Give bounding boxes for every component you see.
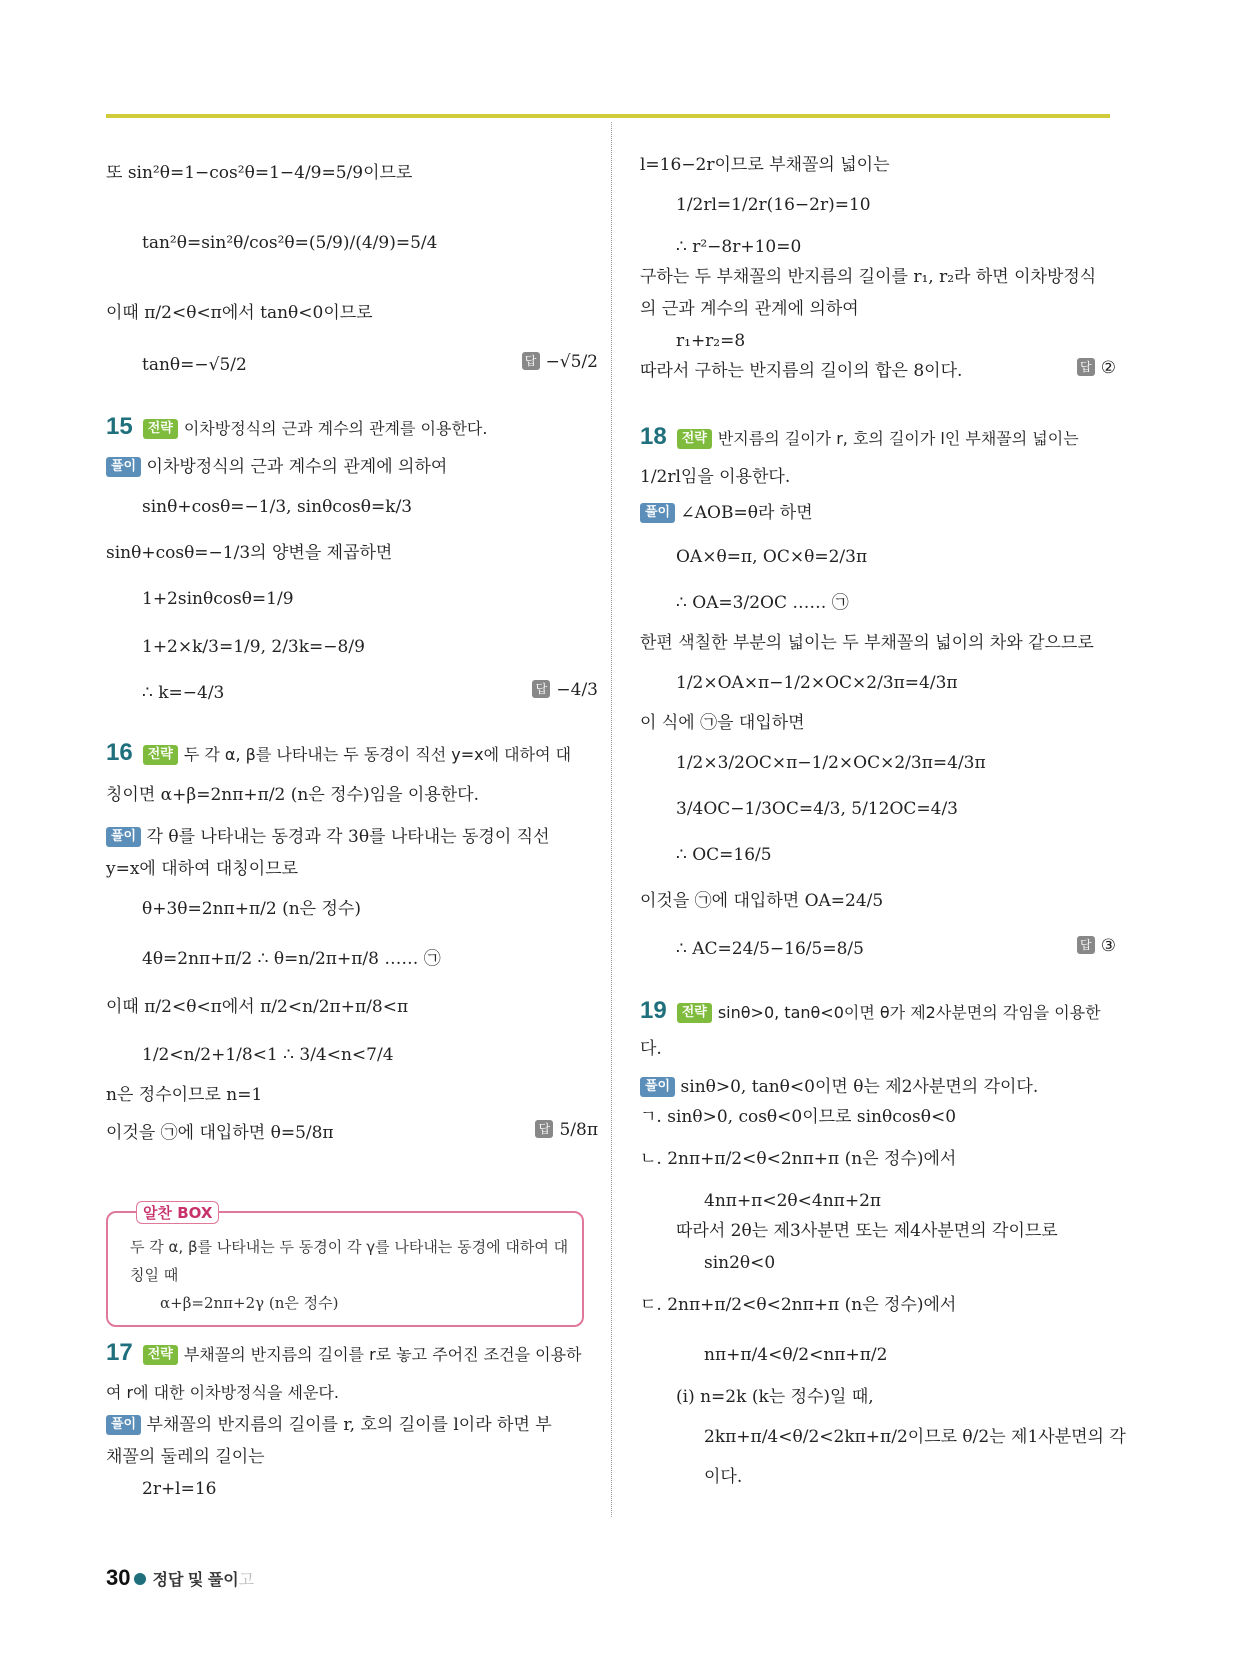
problem-header — [106, 414, 487, 442]
line-text: 다. — [640, 1039, 662, 1059]
text-line — [640, 1074, 1038, 1100]
line-text: 이 식에 ㉠을 대입하면 — [640, 713, 805, 733]
line-text: 1/2×3/2OC×π−1/2×OC×2/3π=4/3π — [676, 753, 986, 773]
line-text: ㄱ. sinθ>0, cosθ<0이므로 sinθcosθ<0 — [640, 1107, 957, 1127]
text-line — [142, 680, 224, 706]
line-text: 구하는 두 부채꼴의 반지름의 길이를 r₁, r₂라 하면 이차방정식 — [640, 267, 1097, 287]
text-line — [640, 264, 1096, 290]
line-text: 이다. — [704, 1467, 743, 1487]
line-text: 이차방정식의 근과 계수의 관계에 의하여 — [146, 457, 448, 477]
text-line — [640, 464, 790, 490]
text-line — [676, 936, 864, 962]
line-text: 1+2×k/3=1/9, 2/3k=−8/9 — [142, 637, 365, 657]
tip-box-formula: α+β=2nπ+2γ (n은 정수) — [160, 1294, 339, 1312]
line-text: 1/2×OA×π−1/2×OC×2/3π=4/3π — [676, 673, 958, 693]
line-text: OA×θ=π, OC×θ=2/3π — [676, 547, 868, 567]
answer — [535, 1120, 598, 1140]
footer-suffix: 고 — [238, 1572, 255, 1589]
text-line — [142, 230, 437, 256]
strategy-text: sinθ>0, tanθ<0이면 θ가 제2사분면의 각임을 이용한 — [717, 1003, 1101, 1022]
text-line — [676, 234, 801, 260]
answer-label-icon: 답 — [535, 1120, 553, 1138]
problem-number: 19 — [640, 997, 667, 1024]
line-text: ∠AOB=θ라 하면 — [680, 503, 813, 523]
line-text: 각 θ를 나타내는 동경과 각 3θ를 나타내는 동경이 직선 — [146, 827, 550, 847]
text-line — [640, 152, 890, 178]
answer-value: 5/8π — [559, 1120, 598, 1140]
text-line — [676, 590, 849, 616]
answer — [522, 352, 598, 372]
line-text: sinθ+cosθ=−1/3의 양변을 제곱하면 — [106, 543, 393, 563]
text-line — [640, 500, 813, 526]
line-text: 의 근과 계수의 관계에 의하여 — [640, 299, 859, 319]
text-line — [106, 856, 298, 882]
bullet-icon — [134, 1573, 146, 1585]
text-line — [704, 1188, 881, 1214]
line-text: 따라서 구하는 반지름의 길이의 합은 8이다. — [640, 361, 963, 381]
strategy-text: 반지름의 길이가 r, 호의 길이가 l인 부채꼴의 넓이는 — [717, 429, 1079, 448]
line-text: 채꼴의 둘레의 길이는 — [106, 1447, 265, 1467]
line-text: 이때 π/2<θ<π에서 π/2<n/2π+π/8<π — [106, 997, 409, 1017]
text-line — [142, 946, 441, 972]
tip-box-line: 두 각 α, β를 나타내는 두 동경이 각 γ를 나타내는 동경에 대하여 대 — [130, 1238, 569, 1256]
line-text: ∴ AC=24/5−16/5=8/5 — [676, 939, 864, 959]
line-text: sin2θ<0 — [704, 1253, 776, 1273]
line-text: 3/4OC−1/3OC=4/3, 5/12OC=4/3 — [676, 799, 958, 819]
text-line — [142, 352, 247, 378]
solution-tag: 풀이 — [106, 1415, 141, 1435]
strategy-tag: 전략 — [677, 1003, 712, 1023]
line-text: 1/2rl=1/2r(16−2r)=10 — [676, 195, 871, 215]
line-text: (ⅰ) n=2k (k는 정수)일 때, — [676, 1387, 874, 1407]
line-text: ∴ r²−8r+10=0 — [676, 237, 802, 257]
text-line — [640, 1292, 956, 1318]
tip-box-body — [130, 1233, 568, 1317]
line-text: 이것을 ㉠에 대입하면 θ=5/8π — [106, 1123, 334, 1143]
line-text: 2r+l=16 — [142, 1479, 217, 1499]
text-line — [676, 192, 871, 218]
text-line — [106, 454, 447, 480]
answer-value: −4/3 — [556, 680, 598, 700]
text-line — [106, 782, 479, 808]
footer-label: 정답 및 풀이 — [152, 1572, 239, 1589]
line-text: ㄴ. 2nπ+π/2<θ<2nπ+π (n은 정수)에서 — [640, 1149, 957, 1169]
answer — [1077, 358, 1116, 378]
text-line — [106, 1082, 262, 1108]
text-line — [704, 1250, 775, 1276]
text-line — [640, 710, 805, 736]
line-text: l=16−2r이므로 부채꼴의 넓이는 — [640, 155, 890, 175]
line-text: tan²θ=sin²θ/cos²θ=(5/9)/(4/9)=5/4 — [142, 233, 438, 253]
text-line — [142, 586, 294, 612]
text-line — [676, 328, 745, 354]
strategy-text: 이차방정식의 근과 계수의 관계를 이용한다. — [183, 419, 488, 438]
line-text: 2kπ+π/4<θ/2<2kπ+π/2이므로 θ/2는 제1사분면의 각 — [704, 1427, 1126, 1447]
answer — [1077, 936, 1116, 956]
text-line — [640, 888, 883, 914]
line-text: 부채꼴의 반지름의 길이를 r, 호의 길이를 l이라 하면 부 — [146, 1415, 552, 1435]
line-text: θ+3θ=2nπ+π/2 (n은 정수) — [142, 899, 361, 919]
text-line — [106, 1120, 334, 1146]
problem-header — [106, 1340, 582, 1368]
text-line — [640, 1104, 956, 1130]
line-text: 4θ=2nπ+π/2 ∴ θ=n/2π+π/8 …… ㉠ — [142, 949, 441, 969]
text-line — [640, 358, 962, 384]
text-line — [142, 1042, 394, 1068]
line-text: nπ+π/4<θ/2<nπ+π/2 — [704, 1345, 888, 1365]
problem-number: 16 — [106, 739, 133, 766]
text-line — [676, 544, 867, 570]
top-accent-bar — [106, 114, 1110, 118]
column-divider — [611, 122, 612, 1517]
text-line — [676, 796, 958, 822]
problem-header — [640, 424, 1079, 452]
text-line — [142, 1476, 217, 1502]
text-line — [106, 300, 373, 326]
line-text: ∴ k=−4/3 — [142, 683, 225, 703]
answer-label-icon: 답 — [522, 352, 540, 370]
text-line — [106, 824, 550, 850]
line-text: 4nπ+π<2θ<4nπ+2π — [704, 1191, 882, 1211]
line-text: 1+2sinθcosθ=1/9 — [142, 589, 294, 609]
text-line — [106, 540, 392, 566]
answer-value: −√5/2 — [545, 352, 598, 372]
answer-label-icon: 답 — [1077, 358, 1095, 376]
line-text: r₁+r₂=8 — [676, 331, 746, 351]
text-line — [640, 630, 1094, 656]
problem-number: 15 — [106, 413, 133, 440]
line-text: 이것을 ㉠에 대입하면 OA=24/5 — [640, 891, 884, 911]
text-line — [704, 1424, 1126, 1450]
problem-header — [106, 740, 571, 768]
text-line — [640, 1146, 956, 1172]
line-text: y=x에 대하여 대칭이므로 — [106, 859, 299, 879]
text-line — [106, 1444, 265, 1470]
text-line — [676, 670, 958, 696]
solution-tag: 풀이 — [106, 827, 141, 847]
strategy-text: 두 각 α, β를 나타내는 두 동경이 직선 y=x에 대하여 대 — [183, 745, 572, 764]
answer-label-icon: 답 — [532, 680, 550, 698]
page-number: 30 — [106, 1565, 131, 1590]
tip-box-line: 칭일 때 — [130, 1266, 179, 1284]
line-text: ㄷ. 2nπ+π/2<θ<2nπ+π (n은 정수)에서 — [640, 1295, 957, 1315]
text-line — [106, 160, 412, 186]
problem-header — [640, 998, 1101, 1026]
solution-tag: 풀이 — [640, 503, 675, 523]
text-line — [106, 1412, 552, 1438]
strategy-text-cont: 여 r에 대한 이차방정식을 세운다. — [106, 1383, 339, 1402]
line-text: sinθ>0, tanθ<0이면 θ는 제2사분면의 각이다. — [680, 1077, 1039, 1097]
text-line — [142, 494, 412, 520]
solution-tag: 풀이 — [640, 1077, 675, 1097]
strategy-tag: 전략 — [677, 429, 712, 449]
text-line — [704, 1342, 887, 1368]
problem-number: 18 — [640, 423, 667, 450]
solution-tag: 풀이 — [106, 457, 141, 477]
text-line — [676, 1218, 1058, 1244]
answer — [532, 680, 598, 700]
text-line — [704, 1464, 742, 1490]
strategy-tag: 전략 — [143, 1345, 178, 1365]
text-line — [142, 634, 365, 660]
line-text: n은 정수이므로 n=1 — [106, 1085, 263, 1105]
tip-box-title: 알찬 BOX — [136, 1201, 219, 1224]
text-line — [106, 994, 408, 1020]
line-text: sinθ+cosθ=−1/3, sinθcosθ=k/3 — [142, 497, 413, 517]
answer-value: ② — [1100, 358, 1116, 378]
line-text: 이때 π/2<θ<π에서 tanθ<0이므로 — [106, 303, 373, 323]
line-text: tanθ=−√5/2 — [142, 355, 247, 375]
line-text: 1/2rl임을 이용한다. — [640, 467, 791, 487]
text-line — [640, 296, 859, 322]
tip-box — [106, 1204, 584, 1327]
text-line — [640, 1036, 662, 1062]
line-text: 한편 색칠한 부분의 넓이는 두 부채꼴의 넓이의 차와 같으므로 — [640, 633, 1094, 653]
text-line — [676, 842, 772, 868]
line-text: ∴ OA=3/2OC …… ㉠ — [676, 593, 849, 613]
text-line — [676, 750, 986, 776]
line-text: 또 sin²θ=1−cos²θ=1−4/9=5/9이므로 — [106, 163, 413, 183]
problem-number: 17 — [106, 1339, 133, 1366]
line-text: 1/2<n/2+1/8<1 ∴ 3/4<n<7/4 — [142, 1045, 394, 1065]
text-line — [142, 896, 361, 922]
text-line — [676, 1384, 874, 1410]
page-footer — [106, 1565, 254, 1591]
strategy-text: 부채꼴의 반지름의 길이를 r로 놓고 주어진 조건을 이용하 — [183, 1345, 582, 1364]
line-text: ∴ OC=16/5 — [676, 845, 772, 865]
strategy-tag: 전략 — [143, 419, 178, 439]
answer-label-icon: 답 — [1077, 936, 1095, 954]
strategy-tag: 전략 — [143, 745, 178, 765]
line-text: 따라서 2θ는 제3사분면 또는 제4사분면의 각이므로 — [676, 1221, 1058, 1241]
line-text: 칭이면 α+β=2nπ+π/2 (n은 정수)임을 이용한다. — [106, 785, 479, 805]
answer-value: ③ — [1100, 936, 1116, 956]
